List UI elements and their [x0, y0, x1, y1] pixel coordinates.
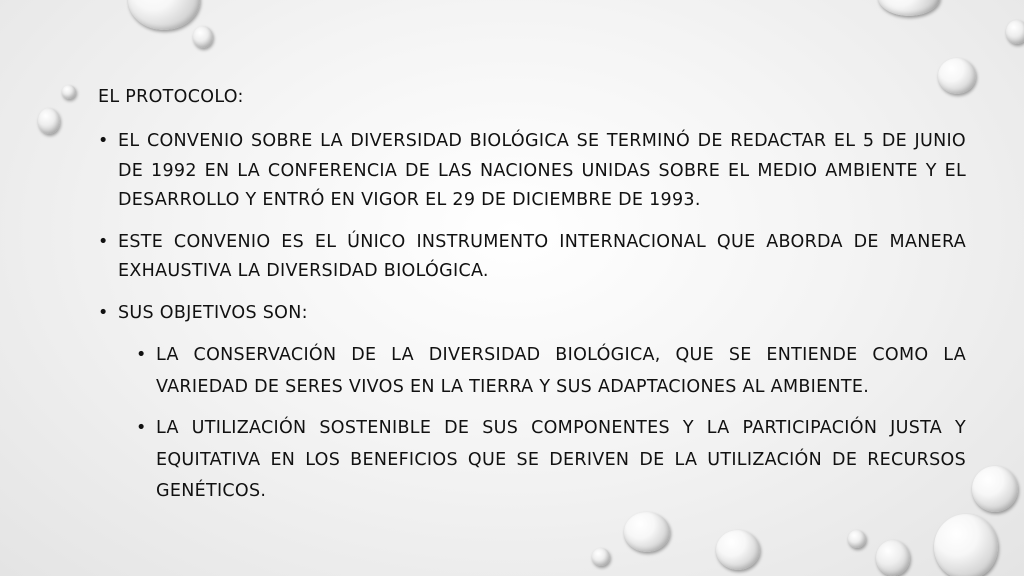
bullet-marker: •	[98, 231, 109, 252]
water-drop-decoration	[972, 466, 1018, 512]
sub-bullet-item	[98, 340, 966, 403]
bullet-text: SUS OBJETIVOS SON:	[118, 302, 308, 323]
water-drop-decoration	[624, 512, 670, 552]
water-drop-decoration	[716, 530, 760, 570]
slide-content	[98, 83, 966, 518]
water-drop-decoration	[592, 548, 610, 566]
sub-bullet-item	[98, 413, 966, 508]
bullet-item	[98, 299, 966, 329]
water-drop-decoration	[878, 0, 940, 16]
water-drop-decoration	[38, 108, 60, 134]
bullet-marker: •	[136, 418, 147, 438]
bullet-text: ESTE CONVENIO ES EL ÚNICO INSTRUMENTO INTERNACIONAL QUE ABORDA DE MANERA EXHAUSTIVA LA DIVERSIDAD BIOLÓGICA.	[118, 231, 966, 281]
water-drop-decoration	[62, 85, 76, 99]
water-drop-decoration	[848, 530, 866, 548]
bullet-marker: •	[136, 345, 147, 365]
water-drop-decoration	[128, 0, 200, 30]
water-drop-decoration	[934, 514, 998, 576]
bullet-text: EL CONVENIO SOBRE LA DIVERSIDAD BIOLÓGICA SE TERMINÓ DE REDACTAR EL 5 DE JUNIO DE 1992 EN LA CONFERENCIA DE LAS NACIONES UNIDAS SOBRE EL MEDIO AMBIENTE Y EL DESARROLLO Y ENTRÓ EN VIGOR EL 29 DE DICIEMBRE DE 1993.	[118, 131, 966, 210]
bullet-item	[98, 127, 966, 216]
water-drop-decoration	[876, 540, 910, 576]
bullet-marker: •	[98, 302, 109, 323]
water-drop-decoration	[193, 26, 213, 48]
sub-bullet-text: LA CONSERVACIÓN DE LA DIVERSIDAD BIOLÓGICA, QUE SE ENTIENDE COMO LA VARIEDAD DE SERES VIVOS EN LA TIERRA Y SUS ADAPTACIONES AL AMBIENTE.	[156, 345, 966, 397]
bullet-marker: •	[98, 131, 109, 151]
sub-bullet-text: LA UTILIZACIÓN SOSTENIBLE DE SUS COMPONENTES Y LA PARTICIPACIÓN JUSTA Y EQUITATIVA EN LOS BENEFICIOS QUE SE DERIVEN DE LA UTILIZACIÓN DE RECURSOS GENÉTICOS.	[156, 418, 966, 501]
slide-heading: EL PROTOCOLO:	[98, 87, 244, 107]
bullet-item	[98, 228, 966, 287]
water-drop-decoration	[1006, 20, 1024, 44]
